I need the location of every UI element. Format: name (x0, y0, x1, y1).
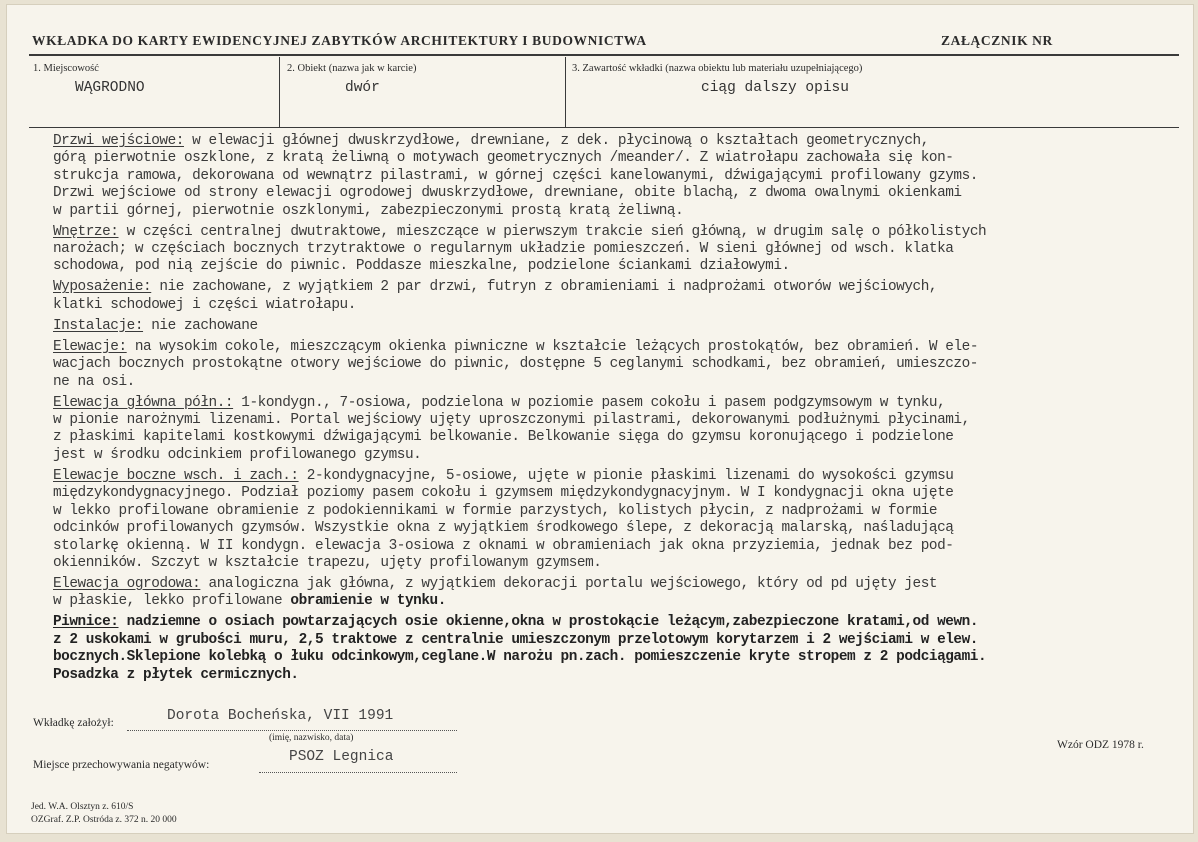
description-line (53, 279, 1181, 296)
line-text: na wysokim cokole, mieszczącym okienka piwniczne w kształcie leżących prostokątów, bez obramień. W ele- (126, 338, 979, 355)
description-line (53, 520, 1181, 537)
author-label: Wkładkę założył: (33, 717, 114, 729)
section-heading: Piwnice: (53, 614, 119, 631)
storage-value: PSOZ Legnica (289, 749, 394, 765)
description-section (53, 614, 1181, 684)
description-line (53, 339, 1181, 356)
line-text: odcinków profilowanych gzymsów. Wszystkie okna z wyjątkiem środkowego ślepe, z dekoracją malarską, naśladującą (53, 520, 954, 537)
inventory-card (6, 4, 1194, 834)
description-line (53, 593, 1181, 610)
print-line-1: Jed. W.A. Olsztyn z. 610/S (31, 802, 134, 812)
line-text: z 2 uskokami w grubości muru, 2,5 traktowe z centralnie umieszczonym przelotowym korytarzem i 2 wejściami w elew. (53, 631, 978, 648)
line-text: klatki schodowej i części wiatrołapu. (53, 296, 356, 313)
bold-text: obramienie w tynku. (290, 593, 446, 610)
line-text: stolarkę okienną. W II kondygn. elewacja 3-osiowa z oknami w obramieniach jak okna przyziemia, jednak bez pod- (53, 537, 954, 554)
description-line (53, 503, 1181, 520)
section-heading: Instalacje: (53, 317, 144, 334)
description-line (53, 447, 1181, 464)
card-title: WKŁADKA DO KARTY EWIDENCYJNEJ ZABYTKÓW ARCHITEKTURY I BUDOWNICTWA (32, 33, 647, 48)
storage-label: Miejsce przechowywania negatywów: (33, 759, 210, 771)
line-text: z płaskimi kapitelami kostkowymi dźwigającymi belkowanie. Belkowanie sięga do gzymsu koronującego i podzielone (53, 429, 954, 446)
description-section (53, 224, 1181, 276)
description-section (53, 133, 1181, 220)
author-dotted-line (127, 730, 457, 731)
description-line (53, 133, 1181, 150)
description-line (53, 318, 1181, 335)
description-line (53, 576, 1181, 593)
locality-label: 1. Miejscowość (33, 63, 99, 74)
section-heading: Elewacja główna półn.: (53, 394, 234, 411)
description-line (53, 297, 1181, 314)
line-text: 2-kondygnacyjne, 5-osiowe, ujęte w pionie płaskimi lizenami do wysokości gzymsu (298, 467, 954, 484)
line-text: strukcja ramowa, dekorowana od wewnątrz pilastrami, w górnej części kanelowanymi, dźwigającymi profilowany gzyms. (53, 167, 978, 184)
description-line (53, 468, 1181, 485)
section-heading: Elewacja ogrodowa: (53, 575, 201, 592)
line-text: w partii górnej, pierwotnie oszklonymi, zabezpieczonymi prostą kratą żeliwną. (53, 202, 684, 219)
section-heading: Elewacje boczne wsch. i zach.: (53, 467, 299, 484)
section-heading: Elewacje: (53, 338, 127, 355)
object-value: dwór (345, 80, 380, 96)
content-value: ciąg dalszy opisu (701, 80, 849, 96)
line-text: w lekko profilowane obramienie z podokiennikami w formie parzystych, kolistych płycin, z nadprożami w formie (53, 502, 938, 519)
author-value: Dorota Bocheńska, VII 1991 (167, 708, 394, 724)
description-line (53, 374, 1181, 391)
line-text: 1-kondygn., 7-osiowa, podzielona w poziomie pasem cokołu i pasem podgzymsowym w tynku, (233, 394, 946, 411)
line-text: narożach; w częściach bocznych trzytraktowe o regularnym układzie pomieszczeń. W sieni głównej od wsch. klatka (53, 241, 954, 258)
line-text: Drzwi wejściowe od strony elewacji ogrodowej dwuskrzydłowe, drewniane, obite blachą, z dwoma owalnymi okienkami (53, 185, 962, 202)
description-line (53, 614, 1181, 631)
line-text: nie zachowane (143, 317, 258, 334)
line-text: nie zachowane, z wyjątkiem 2 par drzwi, futryn z obramieniami i nadprożami otworów wejściowych, (151, 279, 938, 296)
line-text: w części centralnej dwutraktowe, mieszczące w pierwszym trakcie sień główną, w drugim salę o półkolistych (118, 223, 987, 240)
annex-label: ZAŁĄCZNIK NR (941, 33, 1053, 48)
description-line (53, 356, 1181, 373)
description-line (53, 203, 1181, 220)
description-line (53, 649, 1181, 666)
section-heading: Wyposażenie: (53, 279, 152, 296)
description-line (53, 395, 1181, 412)
line-text: w elewacji głównej dwuskrzydłowe, drewniane, z dek. płycinową o kształtach geometrycznych, (183, 133, 929, 149)
description-line (53, 538, 1181, 555)
locality-value: WĄGRODNO (75, 80, 145, 96)
line-text: Posadzka z płytek cermicznych. (53, 666, 299, 683)
description-line (53, 485, 1181, 502)
line-text: wacjach bocznych prostokątne otwory wejściowe do piwnic, dostępne 5 ceglanymi schodkami, bez obramień, umieszczo- (53, 356, 978, 373)
line-text: analogiczna jak główna, z wyjątkiem dekoracji portalu wejściowego, który od pd ujęty jest (200, 575, 938, 592)
line-text: jest w środku odcinkiem profilowanego gzymsu. (53, 446, 422, 463)
line-text: górą pierwotnie oszklone, z kratą żeliwną o motywach geometrycznych /meander/. Z wiatrołapu zachowała się kon- (53, 150, 954, 167)
storage-dotted-line (259, 772, 457, 773)
line-text: w płaskie, lekko profilowane obramienie w tynku. (53, 593, 446, 610)
description-line (53, 632, 1181, 649)
description-section (53, 395, 1181, 465)
description-line (53, 667, 1181, 684)
line-text: ne na osi. (53, 373, 135, 390)
description-line (53, 555, 1181, 572)
header-rule (29, 54, 1179, 56)
description-section (53, 576, 1181, 611)
fields-bottom-rule (29, 127, 1179, 128)
description-line (53, 150, 1181, 167)
section-heading: Wnętrze: (53, 223, 119, 240)
content-label: 3. Zawartość wkładki (nazwa obiektu lub materiału uzupełniającego) (572, 63, 863, 74)
line-text: w pionie narożnymi lizenami. Portal wejściowy ujęty uproszczonymi pilastrami, dekorowanymi podłużnymi płycinami, (53, 412, 970, 429)
author-hint: (imię, nazwisko, data) (269, 733, 354, 743)
description-line (53, 168, 1181, 185)
line-text: schodowa, pod nią zejście do piwnic. Poddasze mieszkalne, podzielone ściankami działowymi. (53, 258, 790, 275)
description-line (53, 258, 1181, 275)
description-section (53, 468, 1181, 572)
description-section (53, 279, 1181, 314)
object-label: 2. Obiekt (nazwa jak w karcie) (287, 63, 417, 74)
description-line (53, 412, 1181, 429)
line-text: bocznych.Sklepione kolebką o łuku odcinkowym,ceglane.W narożu pn.zach. pomieszczenie kryte stropem z 2 podciągami. (53, 649, 987, 666)
line-text: nadziemne o osiach powtarzających osie okienne,okna w prostokącie leżącym,zabezpieczone kratami,od wewn. (118, 614, 979, 631)
description-line (53, 224, 1181, 241)
description-section (53, 339, 1181, 391)
description-body (53, 133, 1181, 688)
print-line-2: OZGraf. Z.P. Ostróda z. 372 n. 20 000 (31, 815, 177, 825)
description-line (53, 241, 1181, 258)
description-line (53, 185, 1181, 202)
line-text: okienników. Szczyt w kształcie trapezu, ujęty profilowanym gzymsem. (53, 554, 602, 571)
description-line (53, 429, 1181, 446)
section-heading: Drzwi wejściowe: (53, 133, 184, 149)
field-divider (279, 57, 280, 127)
description-section (53, 318, 1181, 335)
field-divider (565, 57, 566, 127)
form-version: Wzór ODZ 1978 r. (1057, 739, 1144, 751)
line-text: międzykondygnacyjnego. Podział poziomy pasem cokołu i gzymsem międzykondygnacyjnym. W I kondygnacji okna ujęte (53, 485, 954, 502)
